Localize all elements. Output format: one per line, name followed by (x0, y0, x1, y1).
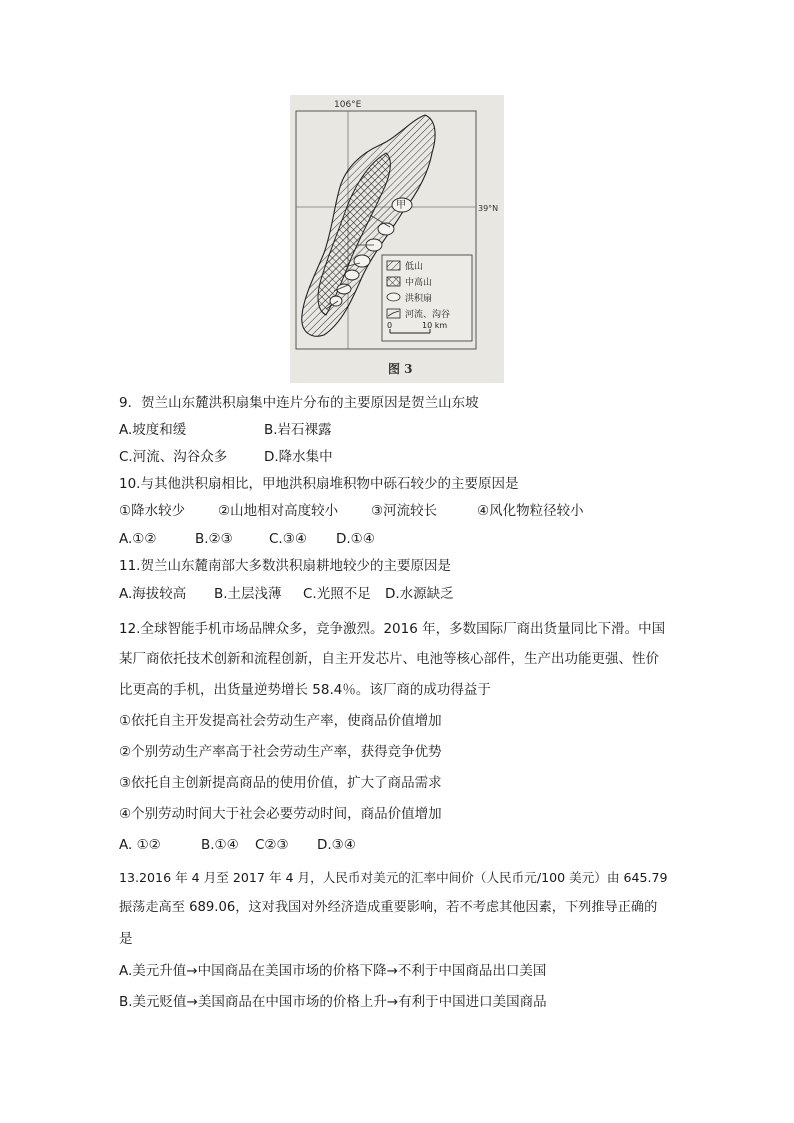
q10-statement-4: ④风化物粒径较小 (477, 503, 584, 519)
jia-label: 甲 (396, 200, 406, 211)
q11-option-c: C.光照不足 (303, 586, 371, 602)
q13-option-b: B.美元贬值→美国商品在中国市场的价格上升→有利于中国进口美国商品 (119, 994, 547, 1010)
lat-label: 39°N (478, 204, 499, 213)
q12-stem-line-3: 比更高的手机，出货量逆势增长 58.4％。该厂商的成功得益于 (119, 682, 491, 698)
q10-option-c: C.③④ (269, 531, 307, 547)
q12-statement-4: ④个别劳动时间大于社会必要劳动时间，商品价值增加 (119, 806, 442, 822)
q9-option-d: D.降水集中 (264, 449, 333, 465)
q10-statement-3: ③河流较长 (371, 503, 438, 519)
q13-stem-line-3: 是 (119, 931, 133, 947)
q9-stem: 9．贺兰山东麓洪积扇集中连片分布的主要原因是贺兰山东坡 (119, 395, 479, 411)
map-legend (382, 255, 472, 341)
legend-river-valley: 河流、沟谷 (405, 310, 451, 320)
helan-mountain-map (290, 95, 504, 383)
q10-option-b: B.②③ (195, 531, 233, 547)
q13-stem-line-2: 振荡走高至 689.06，这对我国对外经济造成重要影响，若不考虑其他因素，下列推导正确的 (119, 900, 658, 915)
q12-option-c: C②③ (255, 837, 289, 853)
figure-caption: 图 3 (388, 362, 413, 376)
q11-option-a: A.海拔较高 (119, 586, 187, 602)
q12-option-d: D.③④ (317, 837, 356, 853)
q13-stem-line-1: 13.2016 年 4 月至 2017 年 4 月，人民币对美元的汇率中间价（人民币元/100 美元）由 645.79 (119, 870, 668, 885)
q12-stem-line-2: 某厂商依托技术创新和流程创新，自主开发芯片、电池等核心部件，生产出功能更强、性价 (119, 651, 659, 667)
q10-option-a: A.①② (119, 531, 157, 547)
scale-label: 10 km (422, 321, 448, 330)
q11-option-b: B.土层浅薄 (214, 586, 282, 602)
q12-statement-3: ③依托自主创新提高商品的使用价值，扩大了商品需求 (119, 775, 442, 791)
q10-stem: 10.与其他洪积扇相比，甲地洪积扇堆积物中砾石较少的主要原因是 (119, 476, 519, 492)
legend-mid-high-mountain: 中高山 (405, 278, 433, 288)
q13-option-a: A.美元升值→中国商品在美国市场的价格下降→不利于中国商品出口美国 (119, 963, 547, 979)
q9-option-a: A.坡度和缓 (119, 422, 187, 438)
legend-alluvial-fan: 洪积扇 (405, 294, 433, 304)
q9-option-c: C.河流、沟谷众多 (119, 449, 228, 465)
q10-option-d: D.①④ (336, 531, 375, 547)
legend-low-mountain: 低山 (405, 262, 424, 272)
q11-stem: 11.贺兰山东麓南部大多数洪积扇耕地较少的主要原因是 (119, 558, 451, 574)
q10-statement-2: ②山地相对高度较小 (218, 503, 339, 519)
q11-option-d: D.水源缺乏 (385, 586, 454, 602)
q12-statement-1: ①依托自主开发提高社会劳动生产率，使商品价值增加 (119, 713, 442, 729)
q9-option-b: B.岩石裸露 (264, 422, 332, 438)
q12-stem-line-1: 12.全球智能手机市场品牌众多，竞争激烈。2016 年，多数国际厂商出货量同比下滑。中国 (119, 621, 666, 637)
q12-option-a: A. ①② (119, 837, 161, 853)
q10-statement-1: ①降水较少 (119, 503, 186, 519)
map-figure (290, 95, 504, 383)
scale-zero: 0 (387, 321, 393, 330)
q12-option-b: B.①④ (201, 837, 239, 853)
q12-statement-2: ②个别劳动生产率高于社会劳动生产率，获得竞争优势 (119, 744, 442, 760)
lon-label: 106°E (334, 100, 362, 110)
